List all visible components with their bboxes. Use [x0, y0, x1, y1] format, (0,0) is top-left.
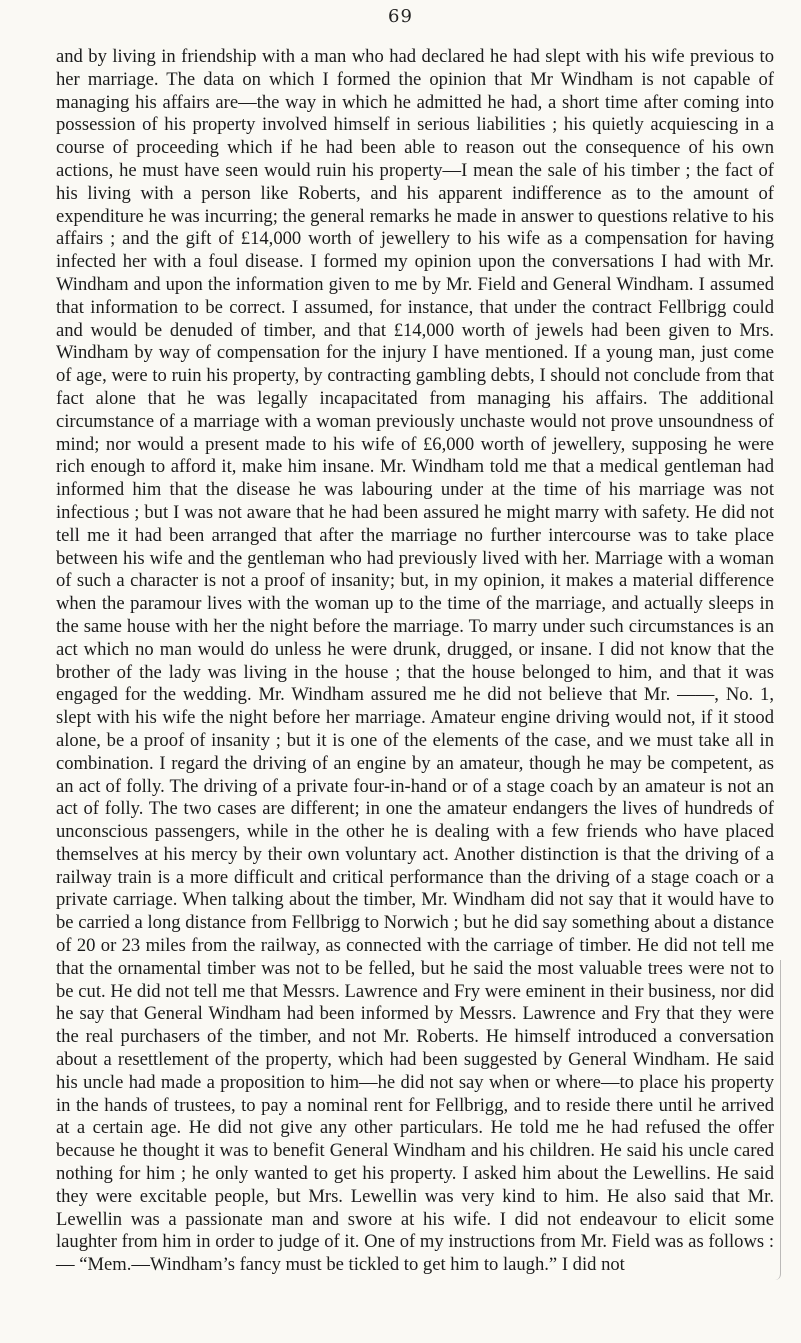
paragraph: and by living in friendship with a man who had declared he had slept with his wife previous to her marriage. The data on which I formed the opinion that Mr Windham is not capable of managing his affairs are—the way in which he admitted he had, a short time after coming into possession of his property involved himself in serious liabilities ; his quietly acquiescing in a course of proceeding which if he had been able to reason out the consequence of his own actions, he must have seen would ruin his property—I mean the sale of his timber ; the fact of his living with a person like Roberts, and his apparent indifference as to the amount of expenditure he was incurring; the general remarks he made in answer to questions relative to his affairs ; and the gift of £14,000 worth of jewellery to his wife as a compensation for having infected her with a foul disease. I formed my opinion upon the conversations I had with Mr. Windham and upon the information given to me by Mr. Field and General Windham. I assumed that information to be correct. I assumed, for instance, that under the contract Fellbrigg could and would be denuded of timber, and that £14,000 worth of jewels had been given to Mrs. Windham by way of compensation for the injury I have mentioned. If a young man, just come of age, were to ruin his property, by contracting gambling debts, I should not conclude from that fact alone that he was legally incapacitated from managing his affairs. The additional circumstance of a marriage with a woman previously unchaste would not prove unsoundness of mind; nor would a present made to his wife of £6,000 worth of jewellery, supposing he were rich enough to afford it, make him insane. Mr. Windham told me that a medical gentleman had informed him that the disease he was labouring under at the time of his marriage was not infectious ; but I was not aware that he had been assured he might marry with safety. He did not tell me it had been arranged that after the marriage no further intercourse was to take place between his wife and the gentleman who had previously lived with her. Marriage with a woman of such a character is not a proof of insanity; but, in my opinion, it makes a material difference when the paramour lives with the woman up to the time of the marriage, and actually sleeps in the same house with her the night before the marriage. To marry under such circumstances is an act which no man would do unless he were drunk, drugged, or insane. I did not know that the brother of the lady was living in the house ; that the house belonged to him, and that it was engaged for the wedding. Mr. Windham assured me he did not believe that Mr. ——, No. 1, slept with his wife the night before her marriage. Amateur engine driving would not, if it stood alone, be a proof of insanity ; but it is one of the elements of the case, and we must take all in combination. I regard the driving of an engine by an amateur, though he may be competent, as an act of folly. The driving of a private four-in-hand or of a stage coach by an amateur is not an act of folly. The two cases are different; in one the amateur endangers the lives of hundreds of unconscious passengers, while in the other he is dealing with a few friends who have placed themselves at his mercy by their own voluntary act. Another distinction is that the driving of a railway train is a more difficult and critical performance than the driving of a stage coach or a private carriage. When talking about the timber, Mr. Windham did not say that it would have to be carried a long distance from Fellbrigg to Norwich ; but he did say something about a distance of 20 or 23 miles from the railway, as connected with the carriage of timber. He did not tell me that the ornamental timber was not to be felled, but he said the most valuable trees were not to be cut. He did not tell me that Messrs. Lawrence and Fry were eminent in their business, nor did he say that General Windham had been informed by Messrs. Lawrence and Fry that they were the real purchasers of the timber, and not Mr. Roberts. He himself introduced a conversation about a resettlement of the property, which had been suggested by General Windham. He said his uncle had made a proposition to him—he did not say when or where—to place his property in the hands of trustees, to pay a nominal rent for Fellbrigg, and to reside there until he arrived at a certain age. He did not give any other particulars. He told me he had refused the offer because he thought it was to benefit General Windham and his children. He said his uncle cared nothing for him ; he only wanted to get his property. I asked him about the Lewellins. He said they were excitable people, but Mrs. Lewellin was very kind to him. He also said that Mr. Lewellin was a passionate man and swore at his wife. I did not endeavour to elicit some laughter from him in order to judge of it. One of my instructions from Mr. Field was as follows :— “Mem.—Windham’s fancy must be tickled to get him to laugh.” I did not — [56, 46, 774, 1276]
margin-bracket-mark — [766, 960, 781, 1280]
page-number: 69 — [388, 6, 413, 27]
body-text — [56, 46, 774, 1277]
